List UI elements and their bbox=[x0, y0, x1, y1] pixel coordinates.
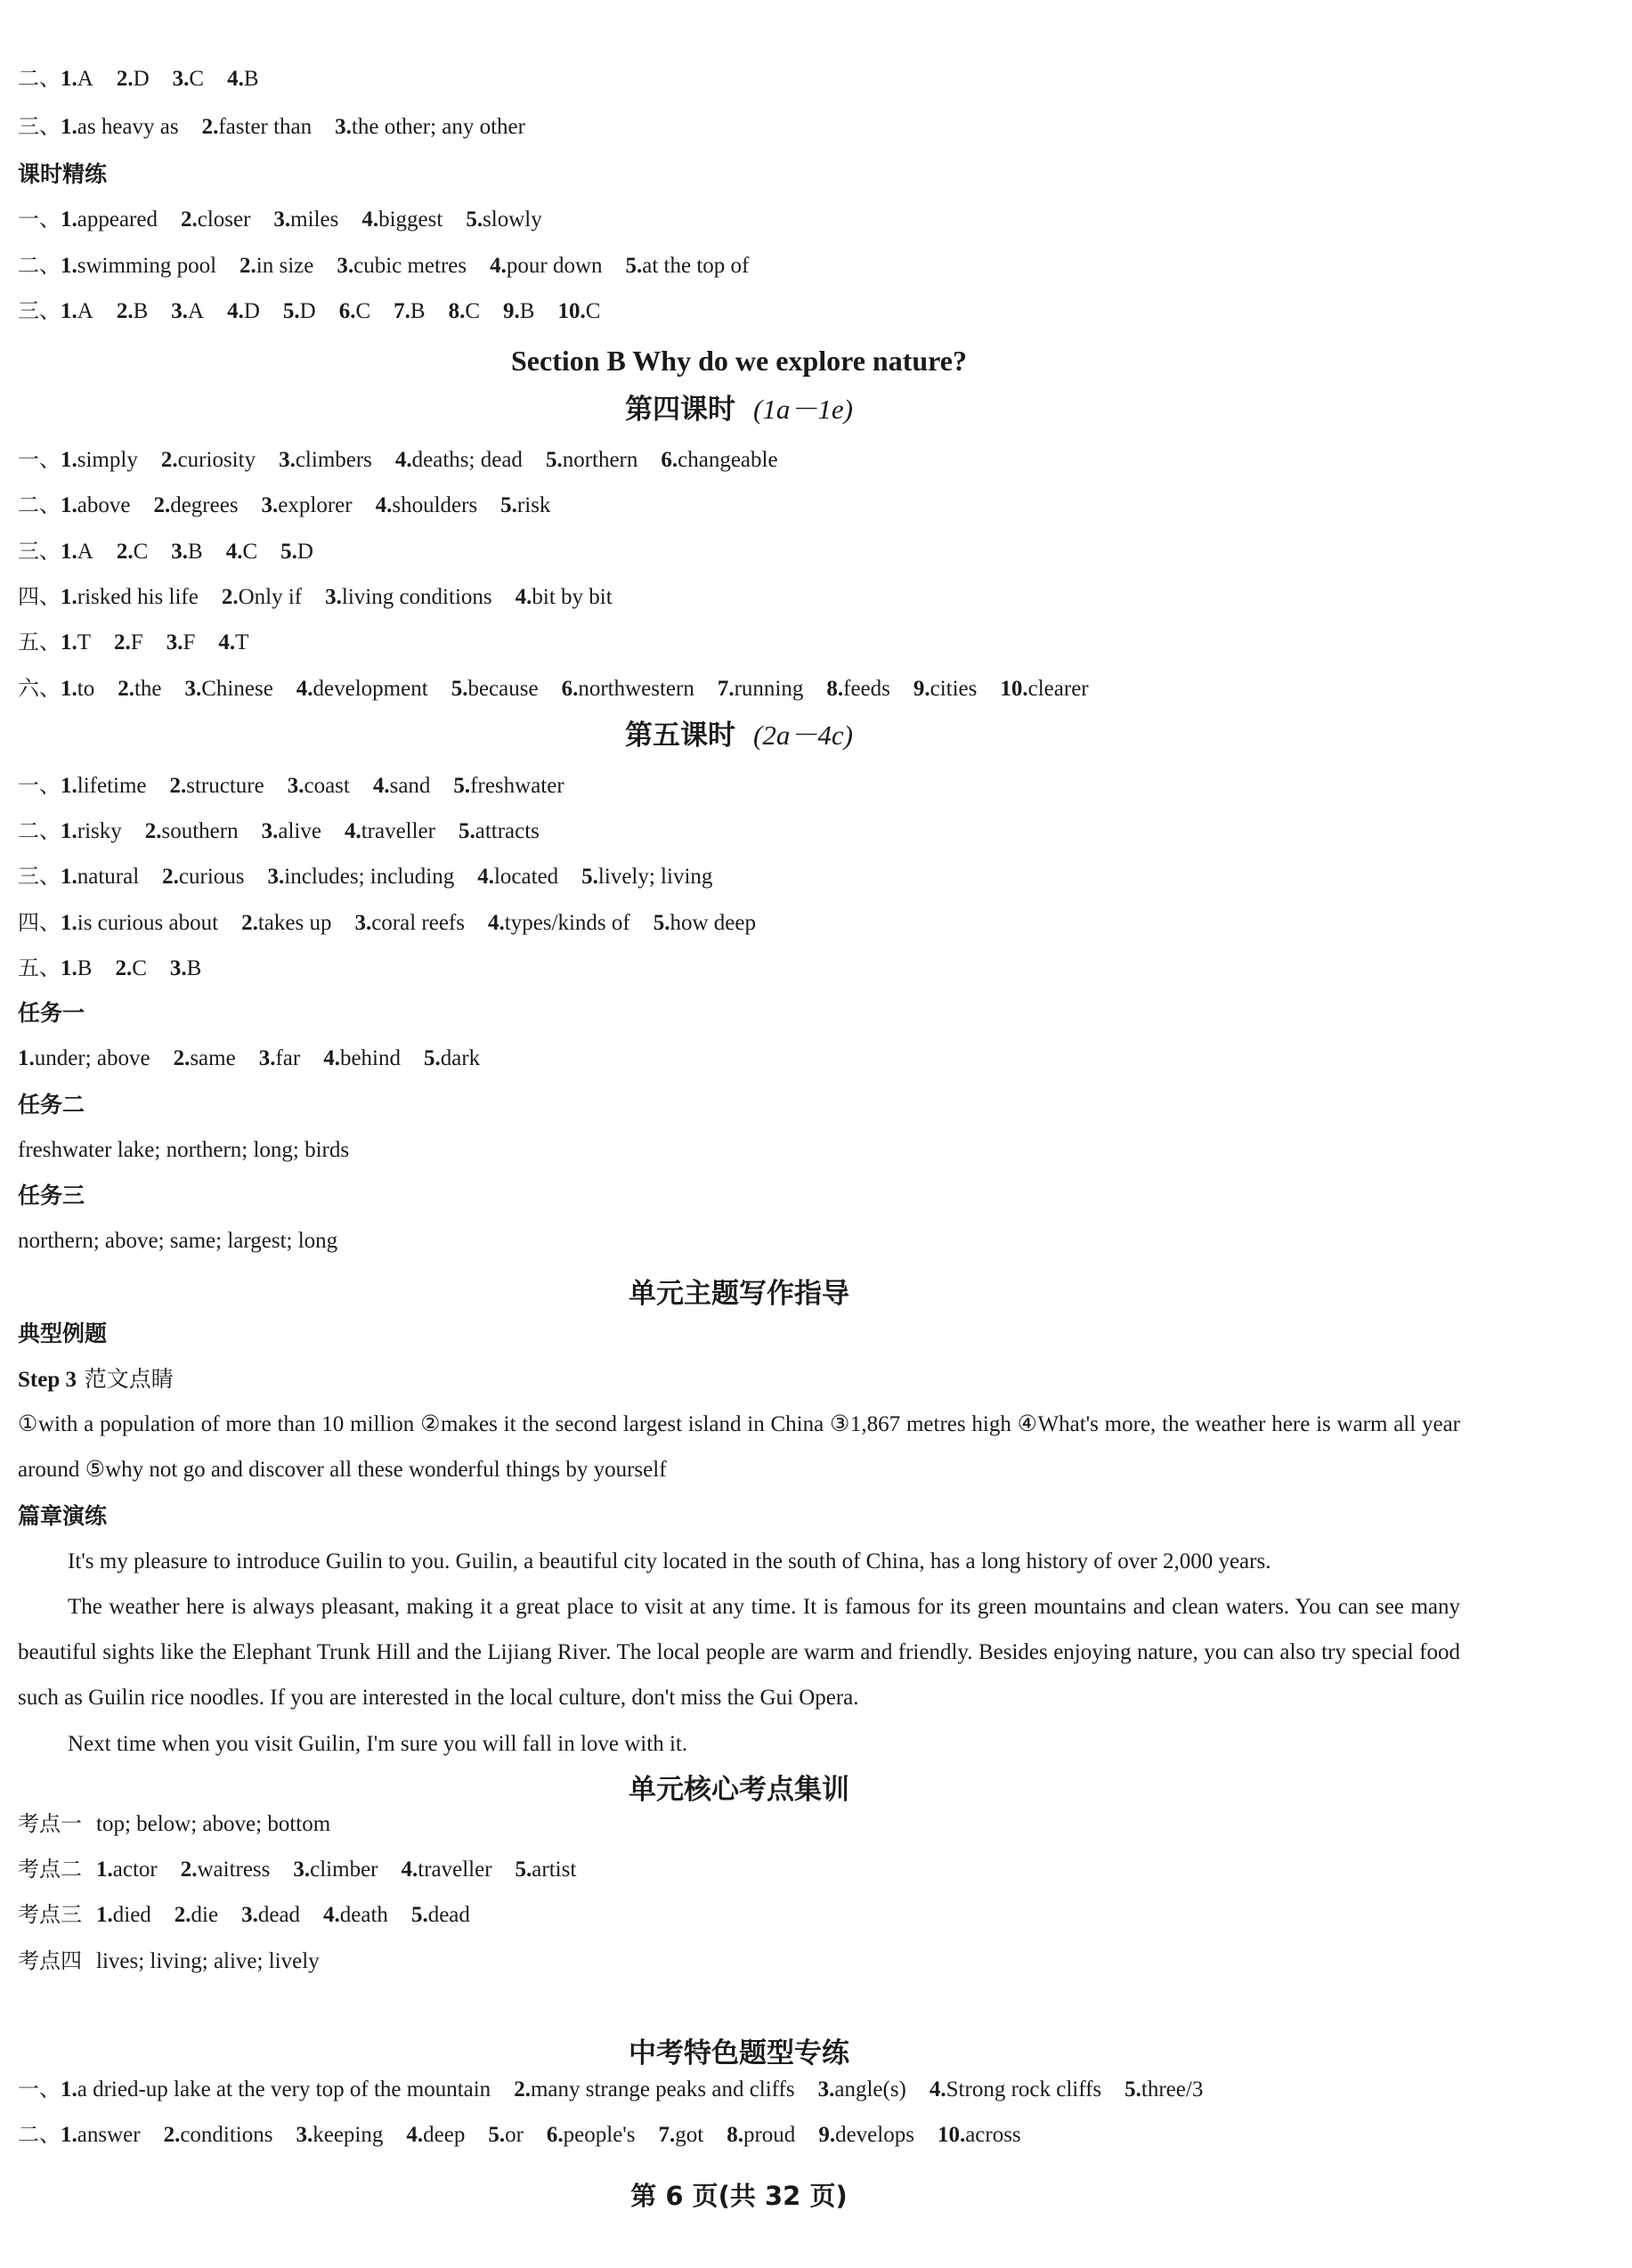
answer-item: 4.B bbox=[227, 67, 259, 91]
answer-item: 3.coral reefs bbox=[354, 911, 465, 935]
essay-paragraph-1: It's my pleasure to introduce Guilin to you. Guilin, a beautiful city located in the south of China, has a long history of over 2,000 years. bbox=[68, 1549, 1271, 1573]
answer-item: 10.across bbox=[937, 2123, 1021, 2147]
answer-line bbox=[18, 817, 1561, 846]
answer-item: 5.dark bbox=[423, 1046, 481, 1070]
answer-item: 2.C bbox=[116, 540, 149, 564]
answer-item: 9.cities bbox=[913, 677, 978, 701]
answer-line bbox=[18, 908, 1561, 938]
answer-item: 2.closer bbox=[180, 207, 251, 232]
answer-item: 1.under; above bbox=[18, 1046, 150, 1070]
answer-item: 9.develops bbox=[818, 2123, 914, 2147]
answer-item: 5.or bbox=[488, 2123, 524, 2147]
answer-item: 3.climber bbox=[293, 1857, 378, 1882]
answer-item: 5.northern bbox=[545, 448, 638, 472]
answer-line bbox=[18, 112, 1561, 142]
answer-item: 5.attracts bbox=[458, 819, 540, 843]
question-label: 五、 bbox=[18, 630, 61, 654]
answer-item: 2.curious bbox=[162, 865, 245, 889]
answer-item: 5.D bbox=[280, 540, 313, 564]
answer-line bbox=[18, 297, 1561, 326]
question-label: 二、 bbox=[18, 253, 61, 278]
task-2-answers: freshwater lake; northern; long; birds bbox=[18, 1138, 350, 1162]
answer-item: 2.C bbox=[115, 956, 147, 980]
answer-item: 3.alive bbox=[261, 819, 321, 843]
essay-paragraph-2: The weather here is always pleasant, making it a great place to visit at any time. It is famous for its green mountains and clean waters. You can see many beautiful sights like the Elephant Trunk Hill and the Lijiang River. The local people are warm and friendly. Besides enjoying nature, you can also try special food such as Guilin rice noodles. If you are interested in the local culture, don't miss the Gui Opera. bbox=[18, 1595, 1460, 1710]
answer-item: 5.artist bbox=[515, 1857, 577, 1882]
core-points-title: 单元核心考点集训 bbox=[629, 1774, 849, 1806]
section-heading-practice: 课时精练 bbox=[18, 161, 108, 187]
answer-item: 4.pour down bbox=[490, 254, 603, 278]
answer-item: 4.Strong rock cliffs bbox=[929, 2077, 1102, 2101]
answer-item: 4.C bbox=[225, 540, 258, 564]
question-label: 考点三 bbox=[18, 1902, 82, 1927]
answer-text: top; below; above; bottom bbox=[96, 1812, 331, 1836]
question-label: 一、 bbox=[18, 2077, 61, 2101]
answer-item: 2.curiosity bbox=[160, 448, 256, 472]
answer-item: 2.degrees bbox=[153, 493, 239, 517]
question-label: 二、 bbox=[18, 2122, 61, 2147]
answer-item: 2.structure bbox=[169, 774, 264, 798]
question-label: 考点四 bbox=[18, 1948, 82, 1973]
answer-line bbox=[18, 251, 1561, 280]
answer-item: 4.development bbox=[296, 677, 428, 701]
answer-item: 1.lifetime bbox=[61, 774, 147, 798]
answer-item: 5.risk bbox=[500, 493, 551, 517]
answer-item: 4.traveller bbox=[344, 819, 435, 843]
answer-line bbox=[18, 205, 1561, 234]
task-1-heading: 任务一 bbox=[18, 1000, 85, 1026]
answer-item: 1.appeared bbox=[61, 207, 158, 232]
answer-item: 3.B bbox=[171, 540, 203, 564]
answer-item: 2.D bbox=[116, 67, 150, 91]
answer-item: 2.southern bbox=[144, 819, 239, 843]
step-3-highlights: ①with a population of more than 10 million ②makes it the second largest island in China ③1,867 metres high ④What's more, the weather here is warm all year around ⑤why not go and discover all these wonderful things by yourself bbox=[18, 1412, 1460, 1482]
answer-item: 1.a dried-up lake at the very top of the mountain bbox=[61, 2077, 491, 2101]
answer-item: 3.keeping bbox=[296, 2123, 384, 2147]
answer-item: 3.angle(s) bbox=[817, 2077, 906, 2101]
answer-item: 3.explorer bbox=[261, 493, 353, 517]
answer-item: 2.Only if bbox=[221, 585, 303, 609]
answer-item: 1.answer bbox=[61, 2123, 141, 2147]
lesson-4-title: 第四课时 (1a－1e) bbox=[625, 394, 853, 426]
answer-item: 4.located bbox=[477, 865, 559, 889]
task-3-heading: 任务三 bbox=[18, 1183, 85, 1208]
answer-item: 5.at the top of bbox=[625, 254, 750, 278]
answer-item: 8.feeds bbox=[826, 677, 890, 701]
task-3-answers: northern; above; same; largest; long bbox=[18, 1229, 338, 1253]
answer-item: 3.miles bbox=[273, 207, 339, 232]
answer-item: 6.changeable bbox=[661, 448, 778, 472]
question-label: 一、 bbox=[18, 447, 61, 472]
answer-item: 8.C bbox=[448, 299, 480, 323]
question-label: 一、 bbox=[18, 773, 61, 798]
answer-item: 5.how deep bbox=[653, 911, 756, 935]
special-practice-line bbox=[18, 2120, 1561, 2150]
answer-item: 5.dead bbox=[410, 1903, 470, 1927]
answer-item: 2.conditions bbox=[163, 2123, 273, 2147]
answer-item: 3.Chinese bbox=[184, 677, 273, 701]
answer-item: 4.deaths; dead bbox=[394, 448, 523, 472]
answer-item: 2.same bbox=[173, 1046, 236, 1070]
question-label: 二、 bbox=[18, 818, 61, 843]
answer-item: 1.swimming pool bbox=[61, 254, 217, 278]
question-label: 四、 bbox=[18, 910, 61, 935]
question-label: 三、 bbox=[18, 864, 61, 889]
core-point-line bbox=[18, 1947, 1561, 1976]
question-label: 考点一 bbox=[18, 1811, 82, 1836]
answer-item: 4.shoulders bbox=[375, 493, 478, 517]
answer-item: 4.biggest bbox=[361, 207, 443, 232]
core-point-line bbox=[18, 1809, 1561, 1839]
answer-item: 1.actor bbox=[96, 1857, 158, 1882]
answer-item: 6.C bbox=[338, 299, 371, 323]
answer-line bbox=[18, 862, 1561, 891]
answer-item: 3.climbers bbox=[279, 448, 372, 472]
special-practice-title: 中考特色题型专练 bbox=[629, 2037, 849, 2069]
practice-heading: 篇章演练 bbox=[18, 1503, 108, 1529]
core-point-line bbox=[18, 1855, 1561, 1884]
answer-line bbox=[18, 445, 1561, 475]
answer-item: 5.freshwater bbox=[453, 774, 564, 798]
question-label: 五、 bbox=[18, 955, 61, 980]
answer-item: 3.C bbox=[172, 67, 205, 91]
essay-paragraph-3: Next time when you visit Guilin, I'm sure you will fall in love with it. bbox=[68, 1732, 688, 1756]
answer-item: 10.C bbox=[557, 299, 601, 323]
answer-item: 3.living conditions bbox=[325, 585, 492, 609]
answer-item: 1.to bbox=[61, 677, 95, 701]
question-label: 二、 bbox=[18, 66, 61, 91]
answer-item: 3.A bbox=[171, 299, 205, 323]
answer-item: 5.lively; living bbox=[581, 865, 713, 889]
question-label: 三、 bbox=[18, 114, 61, 139]
answer-item: 4.T bbox=[218, 630, 249, 654]
answer-item: 3.dead bbox=[241, 1903, 301, 1927]
answer-line bbox=[18, 674, 1561, 703]
answer-item: 4.deep bbox=[406, 2123, 466, 2147]
answer-text: lives; living; alive; lively bbox=[96, 1949, 320, 1973]
answer-line bbox=[18, 771, 1561, 801]
answer-line bbox=[18, 64, 1561, 93]
answer-item: 8.proud bbox=[727, 2123, 796, 2147]
answer-item: 1.risky bbox=[61, 819, 122, 843]
answer-item: 3.includes; including bbox=[267, 865, 455, 889]
answer-item: 4.D bbox=[227, 299, 260, 323]
task-2-heading: 任务二 bbox=[18, 1092, 85, 1118]
answer-item: 2.F bbox=[114, 630, 143, 654]
answer-line bbox=[18, 491, 1561, 520]
answer-item: 2.in size bbox=[240, 254, 314, 278]
answer-item: 3.B bbox=[169, 956, 202, 980]
question-label: 一、 bbox=[18, 207, 61, 232]
answer-item: 1.A bbox=[61, 67, 93, 91]
task-1-answers bbox=[18, 1045, 1561, 1073]
answer-item: 1.T bbox=[61, 630, 92, 654]
answer-item: 1.natural bbox=[61, 865, 140, 889]
answer-item: 7.B bbox=[394, 299, 426, 323]
answer-item: 2.faster than bbox=[201, 115, 313, 139]
answer-item: 5.because bbox=[451, 677, 539, 701]
answer-item: 5.D bbox=[282, 299, 316, 323]
answer-item: 2.many strange peaks and cliffs bbox=[514, 2077, 795, 2101]
answer-item: 7.got bbox=[658, 2123, 704, 2147]
answer-item: 3.far bbox=[258, 1046, 301, 1070]
answer-item: 4.sand bbox=[372, 774, 431, 798]
answer-item: 10.clearer bbox=[1000, 677, 1089, 701]
answer-item: 1.above bbox=[61, 493, 131, 517]
answer-item: 4.traveller bbox=[401, 1857, 492, 1882]
writing-guide-title: 单元主题写作指导 bbox=[629, 1278, 849, 1310]
answer-item: 1.is curious about bbox=[61, 911, 219, 935]
step-3-heading: Step 3 范文点睛 bbox=[18, 1366, 174, 1392]
answer-item: 1.simply bbox=[61, 448, 138, 472]
core-point-line bbox=[18, 1900, 1561, 1930]
question-label: 二、 bbox=[18, 492, 61, 517]
answer-item: 1.risked his life bbox=[61, 585, 199, 609]
answer-item: 4.types/kinds of bbox=[488, 911, 630, 935]
answer-item: 3.cubic metres bbox=[337, 254, 467, 278]
answer-item: 3.coast bbox=[287, 774, 350, 798]
answer-item: 2.waitress bbox=[180, 1857, 271, 1882]
answer-item: 7.running bbox=[717, 677, 804, 701]
answer-item: 1.A bbox=[61, 299, 93, 323]
answer-line bbox=[18, 537, 1561, 566]
answer-line bbox=[18, 628, 1561, 657]
answer-item: 3.F bbox=[166, 630, 196, 654]
answer-item: 1.died bbox=[96, 1903, 151, 1927]
answer-item: 5.slowly bbox=[466, 207, 542, 232]
answer-item: 4.behind bbox=[323, 1046, 401, 1070]
answer-item: 2.B bbox=[116, 299, 149, 323]
answer-item: 1.as heavy as bbox=[61, 115, 179, 139]
answer-item: 4.bit by bit bbox=[515, 585, 613, 609]
answer-item: 4.death bbox=[323, 1903, 388, 1927]
page-number: 第 6 页(共 32 页) bbox=[630, 2181, 848, 2211]
lesson-5-title: 第五课时 (2a－4c) bbox=[625, 719, 853, 752]
answer-item: 6.northwestern bbox=[561, 677, 694, 701]
answer-item: 9.B bbox=[503, 299, 535, 323]
answer-item: 6.people's bbox=[546, 2123, 636, 2147]
question-label: 三、 bbox=[18, 539, 61, 564]
answer-item: 2.the bbox=[118, 677, 162, 701]
question-label: 考点二 bbox=[18, 1857, 82, 1882]
question-label: 三、 bbox=[18, 298, 61, 323]
answer-item: 2.takes up bbox=[241, 911, 332, 935]
answer-line bbox=[18, 582, 1561, 612]
special-practice-line bbox=[18, 2075, 1561, 2104]
question-label: 四、 bbox=[18, 584, 61, 609]
answer-item: 1.A bbox=[61, 540, 93, 564]
question-label: 六、 bbox=[18, 676, 61, 701]
answer-item: 5.three/3 bbox=[1125, 2077, 1204, 2101]
example-heading: 典型例题 bbox=[18, 1321, 108, 1346]
answer-item: 2.die bbox=[174, 1903, 219, 1927]
answer-item: 1.B bbox=[61, 956, 93, 980]
section-b-title: Section B Why do we explore nature? bbox=[510, 345, 967, 377]
answer-item: 3.the other; any other bbox=[335, 115, 525, 139]
answer-line bbox=[18, 954, 1561, 983]
